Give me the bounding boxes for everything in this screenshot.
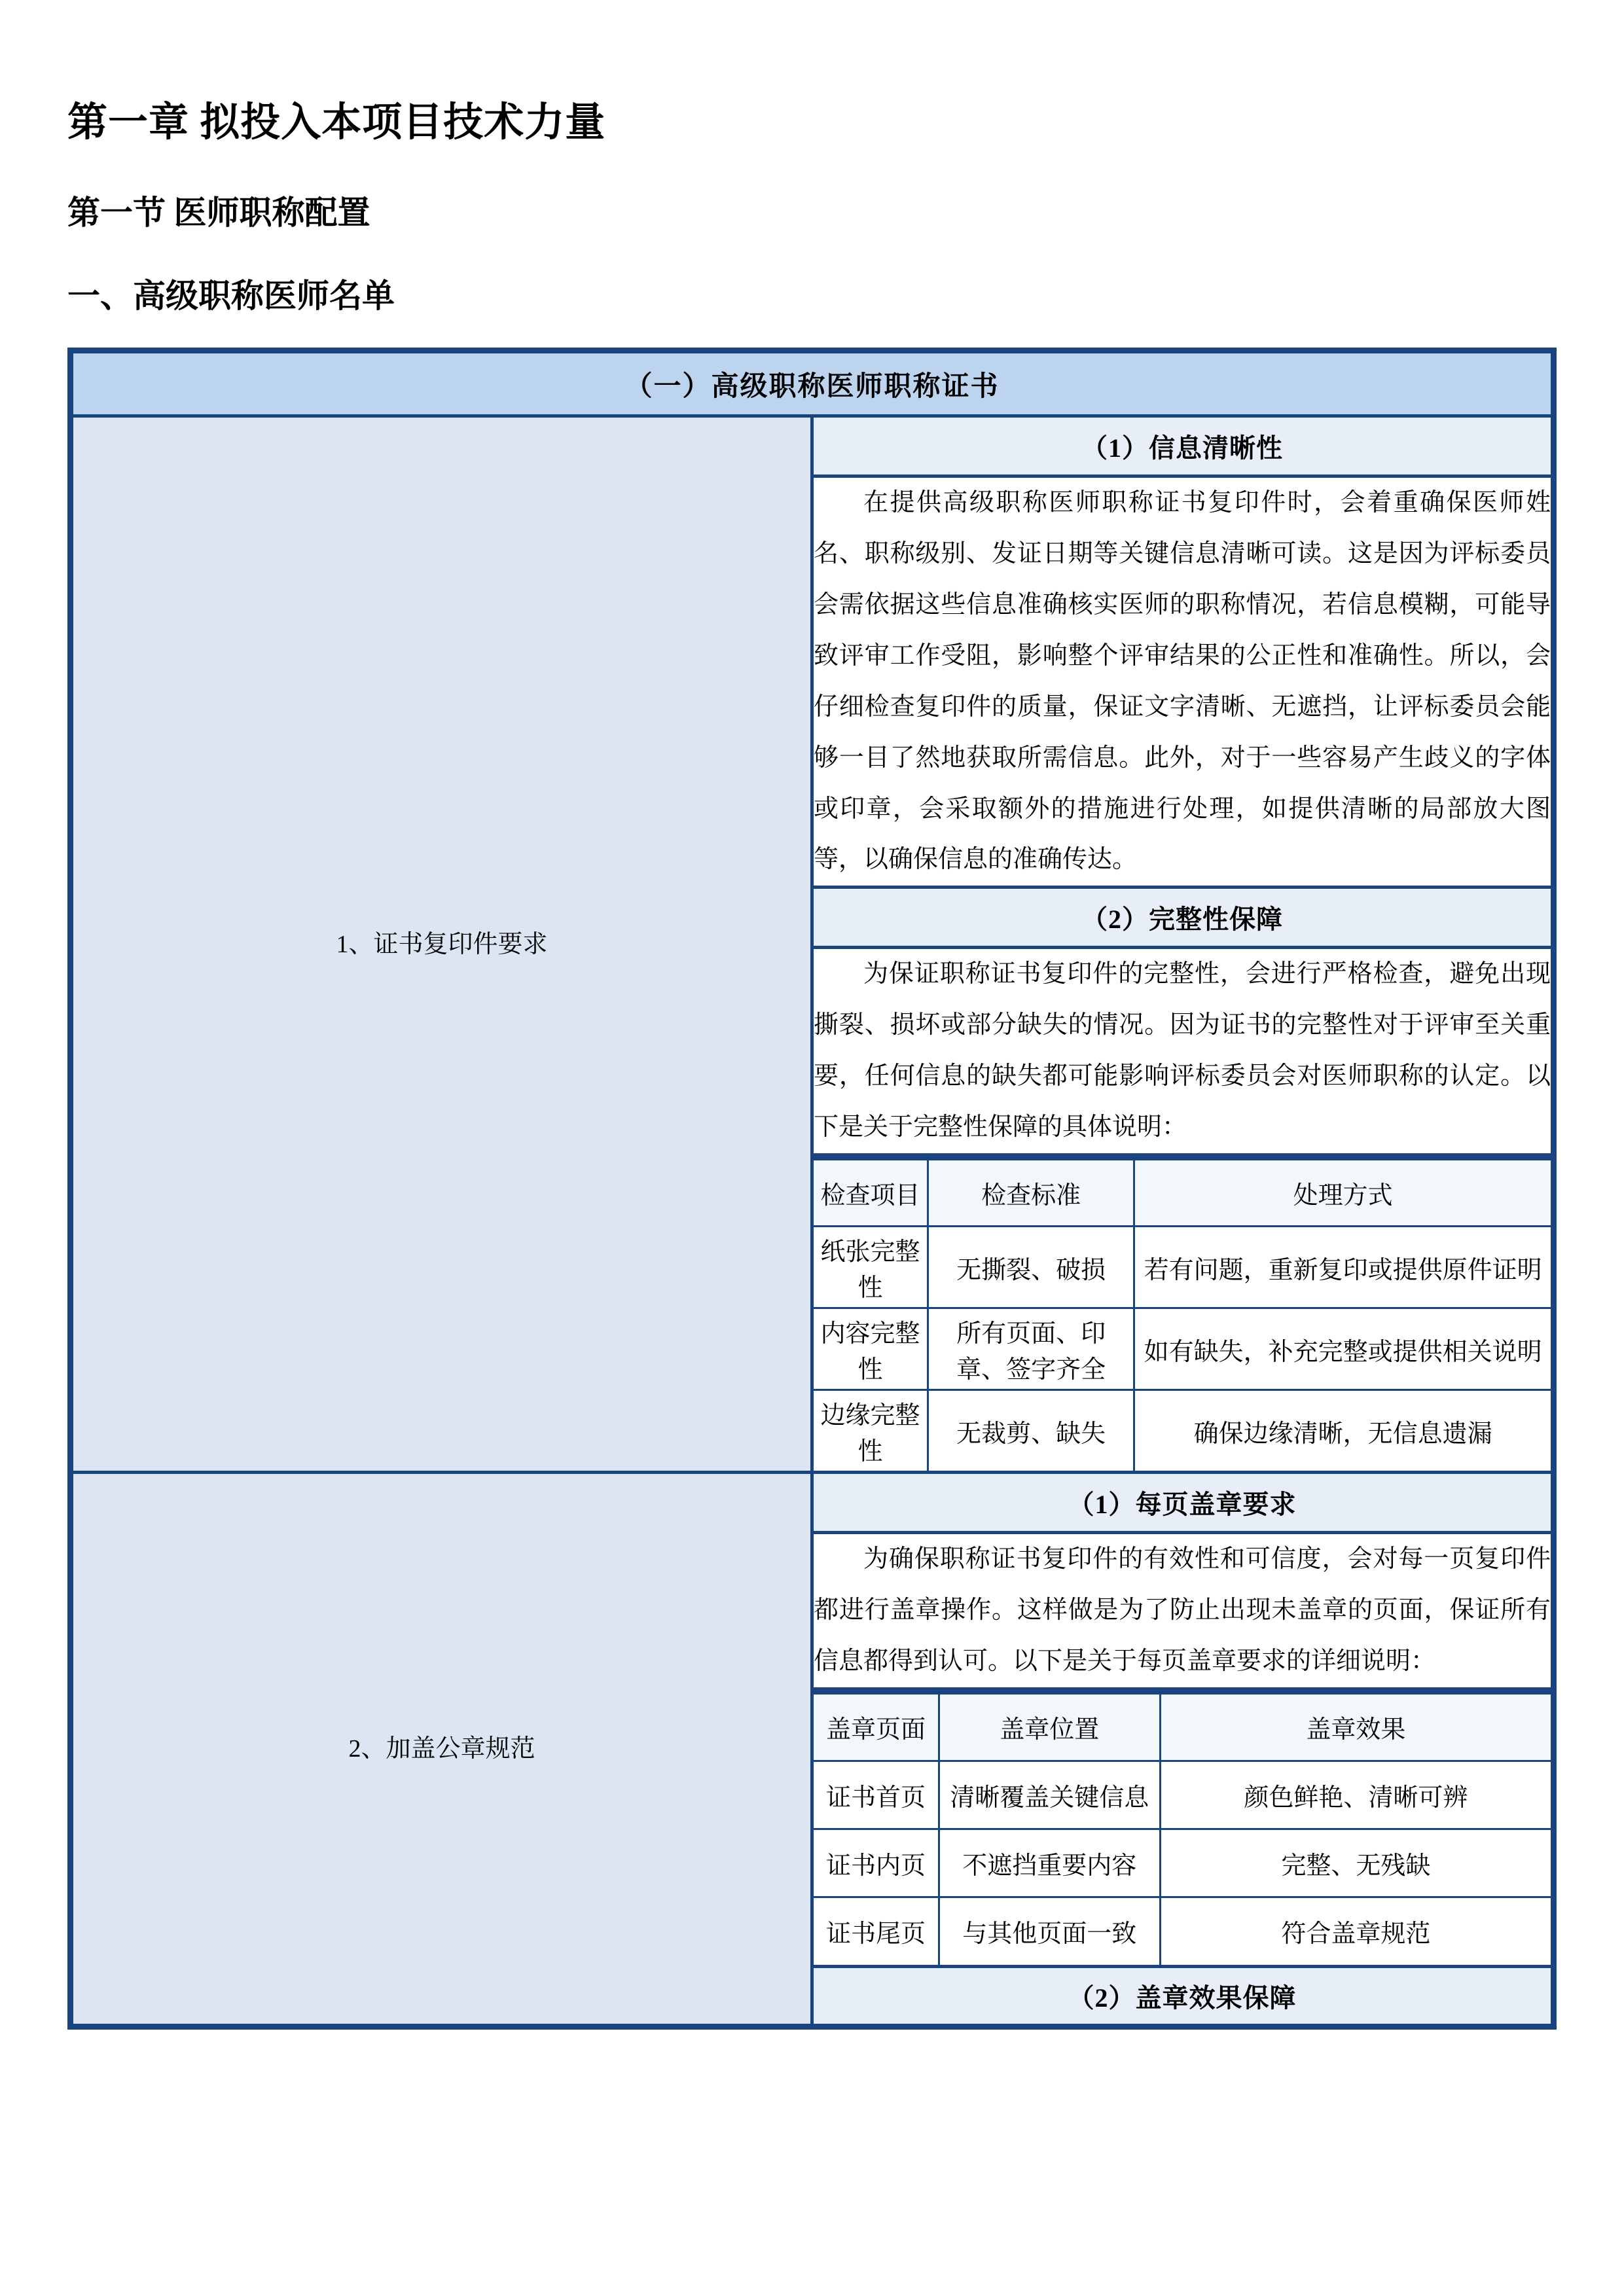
cell-handling-method: 如有缺失，补充完整或提供相关说明 — [1134, 1308, 1551, 1390]
paragraph-per-page-seal: 为确保职称证书复印件的有效性和可信度，会对每一页复印件都进行盖章操作。这样做是为了防止出现未盖章的页面，保证所有信息都得到认可。以下是关于每页盖章要求的详细说明： — [814, 1545, 1551, 1676]
column-header-seal-page: 盖章页面 — [814, 1693, 939, 1761]
table-row — [814, 1308, 1551, 1390]
cell-seal-effect: 符合盖章规范 — [1160, 1897, 1551, 1965]
cell-check-item: 边缘完整性 — [814, 1390, 928, 1471]
cell-seal-position: 与其他页面一致 — [939, 1897, 1160, 1965]
table-header-row — [814, 1158, 1551, 1227]
subhead-integrity-assurance: （2）完整性保障 — [812, 888, 1554, 948]
column-header-check-item: 检查项目 — [814, 1158, 928, 1227]
table-row — [814, 1761, 1551, 1829]
subhead-information-clarity: （1）信息清晰性 — [812, 416, 1554, 476]
cell-check-standard: 所有页面、印章、签字齐全 — [928, 1308, 1134, 1390]
table-row — [814, 1390, 1551, 1471]
item-heading: 一、高级职称医师名单 — [67, 277, 395, 314]
subhead-seal-effect-assurance: （2）盖章效果保障 — [812, 1967, 1554, 2027]
column-header-handling-method: 处理方式 — [1134, 1158, 1551, 1227]
paragraph-cell-integrity-assurance — [812, 948, 1554, 1155]
cell-check-standard: 无裁剪、缺失 — [928, 1390, 1134, 1471]
table-row — [814, 1897, 1551, 1965]
section-heading: 第一节 医师职称配置 — [67, 194, 370, 232]
certificate-requirements-table — [67, 348, 1557, 2030]
inner-table-cell-seal-spec — [812, 1689, 1554, 1967]
column-header-seal-effect: 盖章效果 — [1160, 1693, 1551, 1761]
paragraph-integrity-assurance: 为保证职称证书复印件的完整性，会进行严格检查，避免出现撕裂、损坏或部分缺失的情况。因为证书的完整性对于评审至关重要，任何信息的缺失都可能影响评标委员会对医师职称的认定。以下是关于完整性保障的具体说明： — [814, 960, 1551, 1141]
group-label-certificate-copy: 1、证书复印件要求 — [71, 416, 812, 1473]
cell-seal-page: 证书尾页 — [814, 1897, 939, 1965]
cell-seal-page: 证书内页 — [814, 1829, 939, 1897]
paragraph-information-clarity: 在提供高级职称医师职称证书复印件时，会着重确保医师姓名、职称级别、发证日期等关键信息清晰可读。这是因为评标委员会需依据这些信息准确核实医师的职称情况，若信息模糊，可能导致评审工作受阻，影响整个评审结果的公正性和准确性。所以，会仔细检查复印件的质量，保证文字清晰、无遮挡，让评标委员会能够一目了然地获取所需信息。此外，对于一些容易产生歧义的字体或印章，会采取额外的措施进行处理，如提供清晰的局部放大图等，以确保信息的准确传达。 — [814, 489, 1551, 874]
cell-seal-effect: 颜色鲜艳、清晰可辨 — [1160, 1761, 1551, 1829]
cell-handling-method: 若有问题，重新复印或提供原件证明 — [1134, 1227, 1551, 1308]
cell-seal-position: 不遮挡重要内容 — [939, 1829, 1160, 1897]
table-row — [71, 1473, 1554, 1533]
cell-seal-position: 清晰覆盖关键信息 — [939, 1761, 1160, 1829]
cell-check-item: 纸张完整性 — [814, 1227, 928, 1308]
table-banner-row — [71, 351, 1554, 416]
cell-handling-method: 确保边缘清晰，无信息遗漏 — [1134, 1390, 1551, 1471]
cell-check-standard: 无撕裂、破损 — [928, 1227, 1134, 1308]
seal-specification-table — [814, 1691, 1551, 1965]
table-row — [814, 1829, 1551, 1897]
cell-check-item: 内容完整性 — [814, 1308, 928, 1390]
chapter-heading: 第一章 拟投入本项目技术力量 — [67, 101, 606, 145]
group-label-official-seal: 2、加盖公章规范 — [71, 1473, 812, 2027]
paragraph-cell-per-page-seal — [812, 1533, 1554, 1689]
column-header-seal-position: 盖章位置 — [939, 1693, 1160, 1761]
subhead-per-page-seal: （1）每页盖章要求 — [812, 1473, 1554, 1533]
inner-table-cell-integrity-check — [812, 1155, 1554, 1473]
integrity-check-table — [814, 1157, 1551, 1471]
column-header-check-standard: 检查标准 — [928, 1158, 1134, 1227]
table-banner: （一）高级职称医师职称证书 — [71, 351, 1554, 416]
cell-seal-effect: 完整、无残缺 — [1160, 1829, 1551, 1897]
cell-seal-page: 证书首页 — [814, 1761, 939, 1829]
table-row — [814, 1227, 1551, 1308]
paragraph-cell-information-clarity — [812, 476, 1554, 888]
table-header-row — [814, 1693, 1551, 1761]
table-row — [71, 416, 1554, 476]
